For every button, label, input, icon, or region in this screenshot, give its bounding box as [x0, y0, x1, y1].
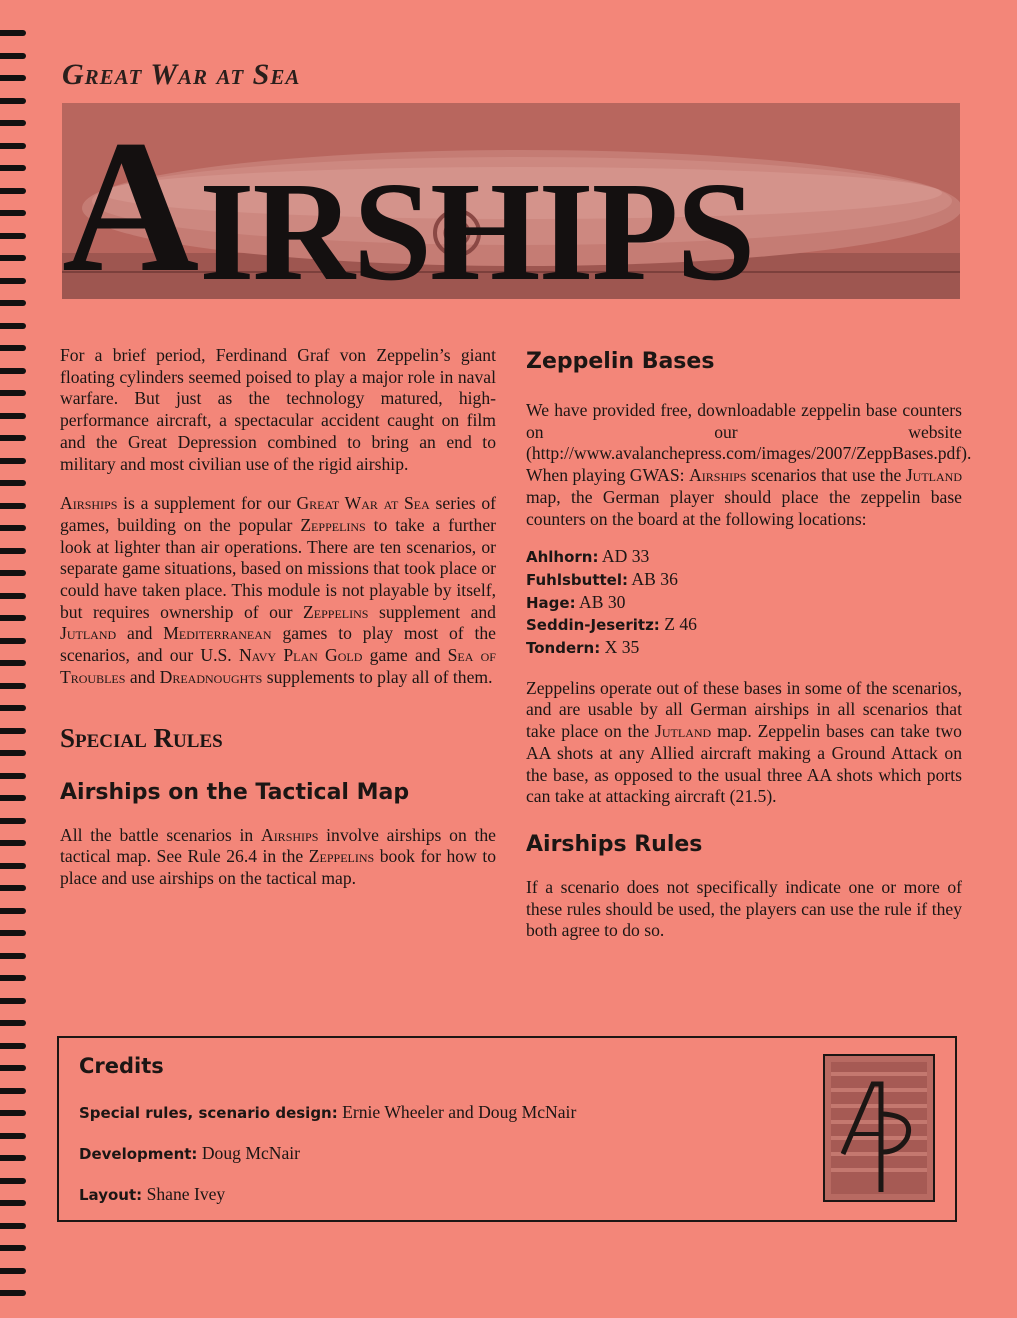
- binding-coil: [0, 1268, 26, 1274]
- em-zeppelins: Zeppelins: [303, 601, 369, 622]
- base-location: AD 33: [598, 546, 650, 567]
- em-airships: Airships: [60, 493, 118, 514]
- binding-coil: [0, 750, 26, 756]
- base-location: Z 46: [659, 614, 697, 635]
- binding-coil: [0, 345, 26, 351]
- tactical-map-heading: Airships on the Tactical Map: [60, 779, 410, 805]
- base-entry: [526, 637, 962, 660]
- em-jutland: Jutland: [655, 721, 712, 742]
- text-run: map, the German player should place the zeppelin base counters on the board at the following locations:: [526, 486, 962, 529]
- binding-coil: [0, 1200, 26, 1206]
- binding-coil: [0, 300, 26, 306]
- em-gwas: Great War at Sea: [296, 493, 430, 514]
- credit-value: Ernie Wheeler and Doug McNair: [342, 1102, 577, 1122]
- series-title: Great War at Sea: [62, 58, 301, 91]
- intro-paragraph: For a brief period, Ferdinand Graf von Zeppelin’s giant floating cylinders seemed poised to play a major role in naval warfare. But just as the technology matured, high-performance aircraft, a spectacular accident caught on film and the Great Depression combined to bring an end to military and most civilian use of the rigid airship.: [60, 345, 496, 474]
- em-sea-of-troubles: Sea of Troubles: [60, 645, 496, 687]
- binding-coil: [0, 1155, 26, 1161]
- binding-coil: [0, 1178, 26, 1184]
- binding-coil: [0, 638, 26, 644]
- binding-coil: [0, 390, 26, 396]
- credit-label: Development:: [79, 1145, 198, 1163]
- binding-coil: [0, 1065, 26, 1071]
- special-rules-heading: Special Rules: [60, 722, 223, 753]
- binding-coil: [0, 908, 26, 914]
- binding-coil: [0, 818, 26, 824]
- binding-coil: [0, 525, 26, 531]
- base-name: Ahlhorn:: [526, 548, 599, 567]
- base-entry: [526, 592, 962, 615]
- text-run: and: [116, 623, 164, 644]
- credit-label: Layout:: [79, 1186, 143, 1204]
- binding-coil: [0, 75, 26, 81]
- binding-coil: [0, 660, 26, 666]
- binding-coil: [0, 120, 26, 126]
- text-run: scenarios that use the: [746, 465, 906, 486]
- em-dreadnoughts: Dreadnoughts: [159, 666, 263, 687]
- credits-box: [57, 1036, 957, 1222]
- binding-coil: [0, 323, 26, 329]
- airships-rules-paragraph: If a scenario does not specifically indicate one or more of these rules should be used, the players can use the rule if they both agree to do so.: [526, 876, 962, 941]
- binding-coil: [0, 278, 26, 284]
- binding-coil: [0, 795, 26, 801]
- binding-coil: [0, 53, 26, 59]
- binding-coil: [0, 188, 26, 194]
- binding-coil: [0, 233, 26, 239]
- binding-coil: [0, 1245, 26, 1251]
- credit-value: Doug McNair: [201, 1143, 301, 1163]
- credit-line-development: [79, 1143, 300, 1164]
- text-run: involve airships on the tactical map. See Rule 26.4 in the: [60, 824, 496, 867]
- credit-line-design: [79, 1102, 576, 1123]
- em-navy-plan-gold: Navy Plan Gold: [238, 645, 363, 666]
- credit-line-layout: [79, 1184, 225, 1205]
- bases-usage-paragraph: [526, 678, 962, 808]
- binding-coil: [0, 1088, 26, 1094]
- binding-coil: [0, 1223, 26, 1229]
- binding-coil: [0, 413, 26, 419]
- binding-coil: [0, 165, 26, 171]
- binding-coil: [0, 930, 26, 936]
- credits-title: Credits: [79, 1054, 164, 1078]
- text-run: supplement and: [368, 601, 496, 622]
- binding-coil: [0, 143, 26, 149]
- zeppelin-bases-heading: Zeppelin Bases: [526, 349, 715, 374]
- text-run: We have provided free, downloadable zeppelin base counters on our website (http://www.avalanchepress.com/images/2007/ZeppBases.pdf). When playing GWAS:: [526, 400, 972, 486]
- base-name: Hage:: [526, 593, 576, 612]
- base-entry: [526, 569, 962, 592]
- base-location: AB 30: [575, 591, 626, 612]
- base-entry: [526, 546, 962, 569]
- base-name: Tondern:: [526, 639, 601, 658]
- binding-coil: [0, 998, 26, 1004]
- em-mediterranean: Mediterranean: [163, 623, 272, 644]
- binding-coil: [0, 885, 26, 891]
- tactical-map-paragraph: [60, 825, 496, 890]
- binding-coil: [0, 458, 26, 464]
- text-run: and: [125, 666, 160, 687]
- em-airships: Airships: [689, 465, 747, 486]
- binding-coil: [0, 368, 26, 374]
- base-name: Fuhlsbuttel:: [526, 570, 628, 589]
- binding-coil: [0, 953, 26, 959]
- binding-coil: [0, 548, 26, 554]
- base-entry: [526, 614, 962, 637]
- bases-list: [526, 546, 962, 660]
- text-run: map. Zeppelin bases can take two AA shots at any Allied aircraft making a Ground Attack on the base, as opposed to the usual three AA shots which ports can take at attacking aircraft (21.5).: [526, 721, 962, 807]
- credit-label: Special rules, scenario design:: [79, 1104, 338, 1122]
- credit-value: Shane Ivey: [146, 1184, 226, 1204]
- base-location: AB 36: [628, 568, 678, 589]
- binding-coil: [0, 683, 26, 689]
- binding-coil: [0, 1020, 26, 1026]
- publisher-logo: [823, 1054, 935, 1202]
- binding-coil: [0, 840, 26, 846]
- bases-intro-paragraph: [526, 400, 972, 530]
- em-jutland: Jutland: [905, 465, 962, 486]
- supplement-paragraph: [60, 493, 496, 688]
- binding-coil: [0, 773, 26, 779]
- left-column: [60, 345, 496, 890]
- spiral-binding: [0, 0, 30, 1318]
- binding-coil: [0, 98, 26, 104]
- binding-coil: [0, 1133, 26, 1139]
- em-zeppelins: Zeppelins: [300, 514, 366, 535]
- binding-coil: [0, 255, 26, 261]
- binding-coil: [0, 1110, 26, 1116]
- base-location: X 35: [600, 637, 640, 658]
- binding-coil: [0, 30, 26, 36]
- text-run: to take a further look at lighter than air operations. There are ten scenarios, or separate game situations, based on missions that took place or could have taken place. This module is not playable by itself, but requires ownership of our: [60, 514, 496, 622]
- binding-coil: [0, 1290, 26, 1296]
- text-run: book for how to place and use airships on the tactical map.: [60, 846, 497, 888]
- binding-coil: [0, 615, 26, 621]
- em-airships: Airships: [260, 824, 319, 845]
- binding-coil: [0, 593, 26, 599]
- binding-coil: [0, 570, 26, 576]
- right-column: [526, 345, 972, 942]
- binding-coil: [0, 728, 26, 734]
- em-jutland: Jutland: [60, 623, 117, 644]
- binding-coil: [0, 975, 26, 981]
- base-name: Seddin-Jeseritz:: [526, 616, 660, 635]
- binding-coil: [0, 705, 26, 711]
- airships-rules-heading: Airships Rules: [526, 831, 703, 857]
- text-run: Zeppelins operate out of these bases in some of the scenarios, and are usable by all German airships in all scenarios that take place on the: [526, 677, 962, 742]
- text-run: All the battle scenarios in: [60, 824, 261, 845]
- text-run: supplements to play all of them.: [262, 666, 493, 687]
- text-run: is a supplement for our: [117, 493, 297, 514]
- text-run: game and: [362, 645, 448, 666]
- binding-coil: [0, 863, 26, 869]
- em-zeppelins: Zeppelins: [308, 846, 375, 867]
- text-run: series of games, building on the popular: [60, 493, 497, 535]
- main-title: AIRSHIPS: [62, 102, 754, 312]
- binding-coil: [0, 1043, 26, 1049]
- text-run: games to play most of the scenarios, and our U.S.: [60, 623, 496, 666]
- binding-coil: [0, 435, 26, 441]
- binding-coil: [0, 480, 26, 486]
- binding-coil: [0, 210, 26, 216]
- binding-coil: [0, 503, 26, 509]
